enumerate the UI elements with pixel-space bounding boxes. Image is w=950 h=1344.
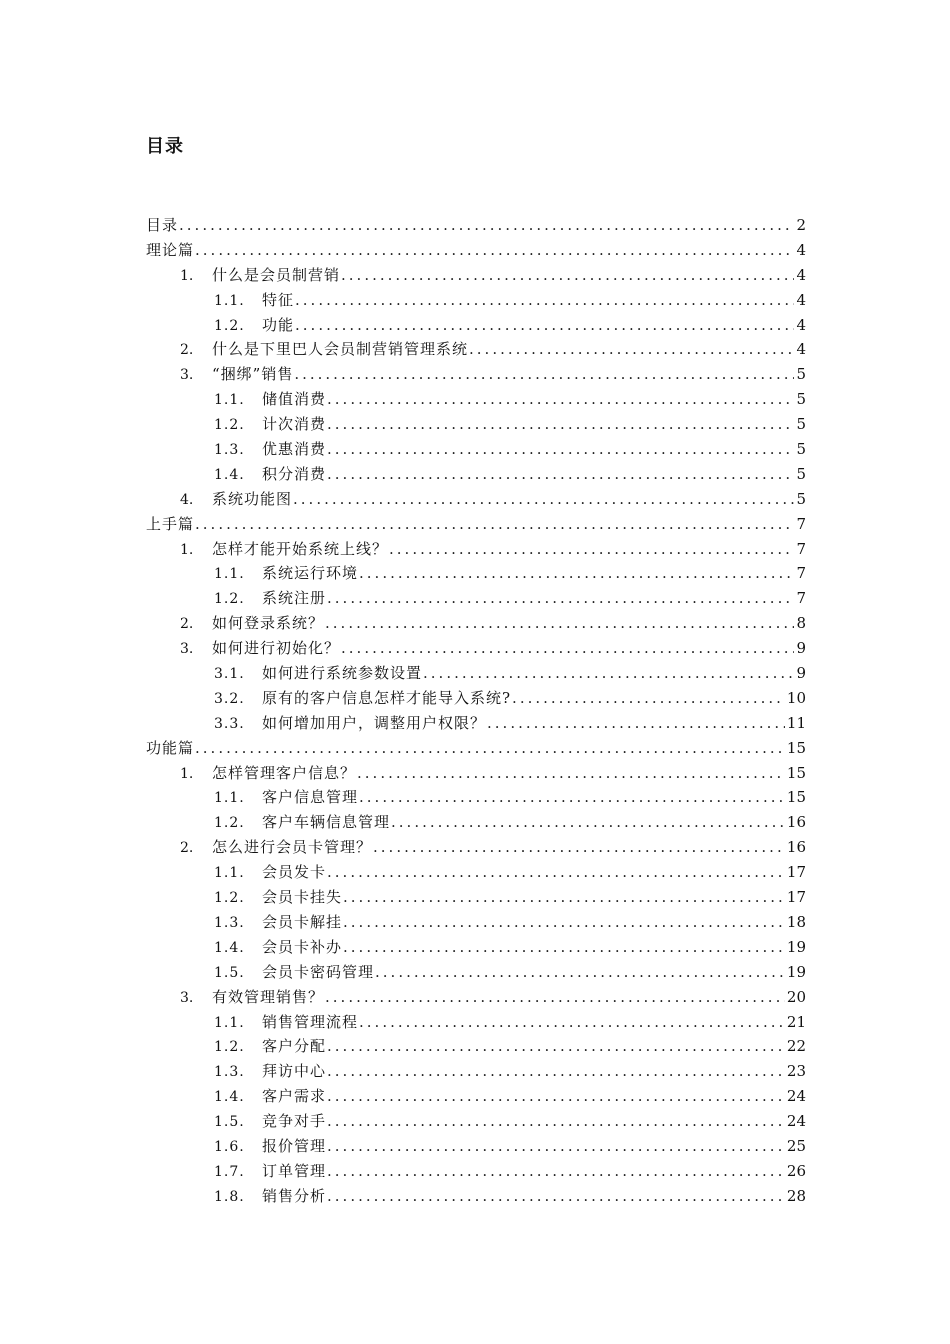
toc-entry-title: 特征: [262, 290, 295, 309]
toc-entry-title: 目录: [146, 216, 179, 234]
toc-entry-number: 1.2.: [214, 1039, 245, 1056]
toc-entry[interactable]: [146, 1184, 806, 1209]
toc-entry-number: 3.: [180, 641, 194, 658]
toc-entry[interactable]: [146, 387, 806, 412]
toc-entry[interactable]: [146, 537, 806, 562]
toc-entry-number: 1.1.: [214, 865, 245, 882]
dot-leader: [341, 636, 794, 661]
toc-entry[interactable]: [146, 337, 806, 362]
toc-entry-title: 什么是下里巴人会员制营销管理系统: [212, 340, 469, 359]
toc-entry-title: 报价管理: [262, 1136, 327, 1155]
dot-leader: [327, 1084, 785, 1109]
toc-entry-page-number: 5: [796, 415, 806, 434]
toc-entry[interactable]: [146, 263, 806, 288]
toc-entry[interactable]: [146, 860, 806, 885]
toc-entry-page-number: 8: [796, 614, 806, 633]
toc-entry-number: 1.1.: [214, 566, 245, 583]
toc-entry[interactable]: [146, 586, 806, 611]
dot-leader: [327, 586, 794, 611]
dot-leader: [357, 761, 785, 786]
dot-leader: [423, 661, 794, 686]
dot-leader: [327, 412, 794, 437]
toc-entry-title: 销售管理流程: [262, 1012, 359, 1031]
toc-entry-title: 功能篇: [146, 738, 195, 757]
toc-entry[interactable]: [146, 885, 806, 910]
toc-entry-number: 1.3.: [214, 1064, 245, 1081]
toc-entry-page-number: 5: [796, 464, 806, 483]
toc-entry[interactable]: [146, 910, 806, 935]
toc-entry-number: 1.4.: [214, 1089, 245, 1106]
toc-entry-number: 3.3.: [214, 715, 245, 732]
toc-entry-title: 功能: [262, 315, 295, 334]
toc-entry-number: 1.1.: [214, 790, 245, 807]
dot-leader: [195, 512, 794, 537]
toc-entry-number: 1.2.: [214, 890, 245, 907]
toc-entry-title: 怎样才能开始系统上线？: [212, 539, 389, 558]
toc-entry-page-number: 7: [796, 514, 806, 533]
toc-entry[interactable]: [146, 1159, 806, 1184]
dot-leader: [327, 1159, 785, 1184]
toc-entry-page-number: 28: [786, 1186, 806, 1205]
toc-entry[interactable]: [146, 636, 806, 661]
dot-leader: [179, 213, 794, 238]
toc-entry-title: 拜访中心: [262, 1062, 327, 1081]
toc-entry[interactable]: [146, 611, 806, 636]
dot-leader: [343, 885, 785, 910]
toc-entry-number: 1.5.: [214, 1114, 245, 1131]
dot-leader: [373, 835, 785, 860]
toc-entry-title: 竞争对手: [262, 1112, 327, 1131]
toc-entry-title: 储值消费: [262, 390, 327, 409]
dot-leader: [359, 1010, 785, 1035]
toc-entry[interactable]: [146, 960, 806, 985]
toc-entry-page-number: 2: [796, 216, 806, 234]
toc-entry-page-number: 16: [786, 838, 806, 857]
toc-entry[interactable]: [146, 1034, 806, 1059]
dot-leader: [512, 686, 785, 711]
toc-entry-number: 1.3.: [214, 914, 245, 931]
toc-entry-title: 优惠消费: [262, 440, 327, 459]
toc-entry-title: 客户需求: [262, 1087, 327, 1106]
toc-entry-number: 1.4.: [214, 939, 245, 956]
toc-entry-title: 会员卡密码管理: [262, 962, 375, 981]
toc-entry-page-number: 11: [786, 713, 806, 732]
toc-entry-page-number: 19: [786, 962, 806, 981]
dot-leader: [375, 960, 785, 985]
toc-entry[interactable]: [146, 512, 806, 537]
toc-entry-page-number: 4: [796, 290, 806, 309]
toc-entry-number: 1.: [180, 267, 194, 284]
dot-leader: [195, 238, 794, 263]
toc-entry-number: 1.3.: [214, 442, 245, 459]
toc-entry-page-number: 9: [796, 639, 806, 658]
toc-entry-number: 1.2.: [214, 317, 245, 334]
toc-entry-title: 什么是会员制营销: [212, 265, 341, 284]
toc-entry-title: 如何进行系统参数设置: [262, 664, 423, 683]
toc-entry[interactable]: [146, 835, 806, 860]
toc-entry-title: 计次消费: [262, 415, 327, 434]
toc-entry-page-number: 7: [796, 539, 806, 558]
toc-entry-page-number: 5: [796, 489, 806, 508]
toc-entry-number: 3.: [180, 367, 194, 384]
toc-entry-title: 如何进行初始化？: [212, 639, 341, 658]
toc-entry-number: 1.2.: [214, 417, 245, 434]
toc-entry-number: 1.7.: [214, 1163, 245, 1180]
toc-entry-number: 2.: [180, 840, 194, 857]
toc-entry[interactable]: [146, 935, 806, 960]
toc-entry-page-number: 24: [786, 1112, 806, 1131]
toc-entry-number: 3.1.: [214, 666, 245, 683]
toc-entry-page-number: 4: [796, 340, 806, 359]
dot-leader: [327, 1109, 785, 1134]
toc-entry[interactable]: [146, 985, 806, 1010]
toc-entry-page-number: 10: [786, 688, 806, 707]
toc-entry-page-number: 5: [796, 390, 806, 409]
toc-entry[interactable]: [146, 412, 806, 437]
toc-entry-page-number: 7: [796, 589, 806, 608]
toc-entry-number: 4.: [180, 491, 194, 508]
toc-entry-page-number: 17: [786, 888, 806, 907]
toc-entry-number: 1.5.: [214, 964, 245, 981]
toc-entry-number: 1.: [180, 765, 194, 782]
dot-leader: [343, 910, 785, 935]
toc-entry-page-number: 24: [786, 1087, 806, 1106]
toc-entry-title: 订单管理: [262, 1161, 327, 1180]
dot-leader: [343, 935, 785, 960]
toc-entry-title: 原有的客户信息怎样才能导入系统?: [262, 688, 512, 707]
dot-leader: [389, 537, 794, 562]
toc-entry-title: 会员卡补办: [262, 937, 343, 956]
toc-entry[interactable]: [146, 487, 806, 512]
toc-entry-title: 会员卡挂失: [262, 888, 343, 907]
toc-entry-page-number: 21: [786, 1012, 806, 1031]
toc-entry[interactable]: [146, 462, 806, 487]
toc-entry-page-number: 26: [786, 1161, 806, 1180]
toc-entry[interactable]: [146, 313, 806, 338]
toc-entry-page-number: 4: [796, 265, 806, 284]
toc-entry[interactable]: [146, 561, 806, 586]
toc-entry-page-number: 7: [796, 564, 806, 583]
toc-entry[interactable]: [146, 1109, 806, 1134]
toc-entry-title: 客户信息管理: [262, 788, 359, 807]
toc-entry-page-number: 5: [796, 440, 806, 459]
toc-entry-page-number: 25: [786, 1136, 806, 1155]
toc-entry[interactable]: [146, 661, 806, 686]
toc-entry-title: 客户车辆信息管理: [262, 813, 391, 832]
toc-entry-number: 1.8.: [214, 1188, 245, 1205]
toc-entry-number: 1.1.: [214, 392, 245, 409]
dot-leader: [327, 1184, 785, 1209]
toc-entry-page-number: 5: [796, 365, 806, 384]
toc-entry-title: 积分消费: [262, 464, 327, 483]
dot-leader: [325, 985, 785, 1010]
toc-entry-number: 1.2.: [214, 815, 245, 832]
toc-entry-page-number: 22: [786, 1037, 806, 1056]
table-of-contents: [146, 213, 806, 1209]
toc-entry-page-number: 4: [796, 315, 806, 334]
toc-entry-number: 3.2.: [214, 690, 245, 707]
toc-entry-title: 系统注册: [262, 589, 327, 608]
toc-entry-title: 会员卡解挂: [262, 912, 343, 931]
toc-entry-title: 如何登录系统？: [212, 614, 325, 633]
dot-leader: [295, 288, 794, 313]
toc-entry[interactable]: [146, 686, 806, 711]
toc-entry[interactable]: [146, 1134, 806, 1159]
dot-leader: [487, 711, 785, 736]
toc-entry-number: 1.1.: [214, 1014, 245, 1031]
dot-leader: [359, 785, 785, 810]
toc-entry-title: 理论篇: [146, 240, 195, 259]
dot-leader: [327, 387, 794, 412]
toc-entry[interactable]: [146, 1010, 806, 1035]
dot-leader: [293, 487, 794, 512]
dot-leader: [294, 362, 794, 387]
toc-entry-title: 销售分析: [262, 1186, 327, 1205]
toc-entry-number: 1.: [180, 541, 194, 558]
toc-entry-page-number: 19: [786, 937, 806, 956]
toc-entry-title: 会员发卡: [262, 863, 327, 882]
toc-entry-page-number: 20: [786, 987, 806, 1006]
dot-leader: [295, 313, 794, 338]
toc-entry-number: 2.: [180, 616, 194, 633]
toc-entry-page-number: 15: [786, 738, 806, 757]
dot-leader: [469, 337, 794, 362]
toc-entry[interactable]: [146, 736, 806, 761]
toc-entry-title: 有效管理销售？: [212, 987, 325, 1006]
toc-entry[interactable]: [146, 238, 806, 263]
page-title: 目录: [146, 136, 184, 157]
toc-entry[interactable]: [146, 213, 806, 238]
toc-entry-title: “捆绑”销售: [212, 365, 294, 384]
toc-entry-page-number: 18: [786, 912, 806, 931]
toc-entry[interactable]: [146, 1084, 806, 1109]
toc-entry[interactable]: [146, 437, 806, 462]
toc-entry-title: 怎样管理客户信息？: [212, 763, 357, 782]
toc-entry-page-number: 17: [786, 863, 806, 882]
dot-leader: [327, 860, 785, 885]
dot-leader: [327, 1034, 785, 1059]
dot-leader: [325, 611, 794, 636]
toc-entry-number: 2.: [180, 342, 194, 359]
toc-entry[interactable]: [146, 1059, 806, 1084]
dot-leader: [327, 1134, 785, 1159]
toc-entry-page-number: 23: [786, 1062, 806, 1081]
toc-entry-page-number: 16: [786, 813, 806, 832]
toc-entry[interactable]: [146, 785, 806, 810]
toc-entry-page-number: 15: [786, 788, 806, 807]
toc-entry-number: 3.: [180, 989, 194, 1006]
toc-entry[interactable]: [146, 288, 806, 313]
toc-entry-title: 上手篇: [146, 514, 195, 533]
dot-leader: [391, 810, 785, 835]
dot-leader: [341, 263, 794, 288]
toc-entry-number: 1.6.: [214, 1138, 245, 1155]
toc-entry-page-number: 9: [796, 664, 806, 683]
dot-leader: [327, 1059, 785, 1084]
dot-leader: [327, 462, 794, 487]
toc-entry-title: 如何增加用户，调整用户权限？: [262, 713, 487, 732]
toc-entry-number: 1.1.: [214, 292, 245, 309]
dot-leader: [359, 561, 794, 586]
toc-entry-title: 怎么进行会员卡管理？: [212, 838, 373, 857]
toc-entry[interactable]: [146, 711, 806, 736]
toc-entry-number: 1.4.: [214, 466, 245, 483]
toc-entry-title: 系统功能图: [212, 489, 293, 508]
dot-leader: [327, 437, 794, 462]
toc-entry[interactable]: [146, 810, 806, 835]
toc-entry-page-number: 15: [786, 763, 806, 782]
toc-entry-number: 1.2.: [214, 591, 245, 608]
toc-entry-page-number: 4: [796, 240, 806, 259]
dot-leader: [195, 736, 785, 761]
toc-entry-title: 系统运行环境: [262, 564, 359, 583]
toc-entry[interactable]: [146, 761, 806, 786]
toc-entry[interactable]: [146, 362, 806, 387]
toc-entry-title: 客户分配: [262, 1037, 327, 1056]
